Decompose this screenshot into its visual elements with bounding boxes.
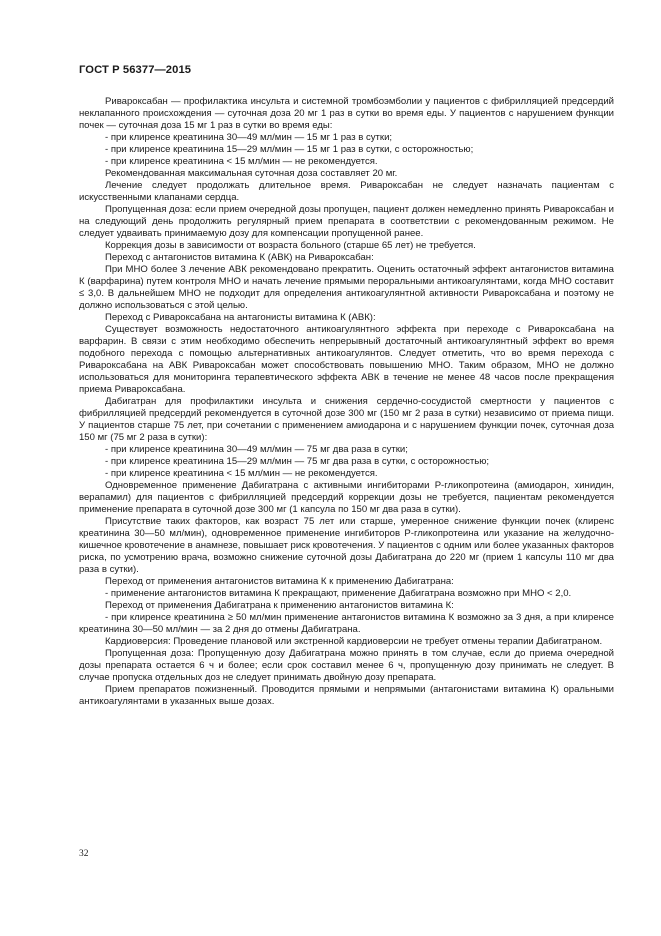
paragraph: Существует возможность недостаточного антикоагулянтного эффекта при переходе с Ривароксабана на варфарин. В связи с этим необходимо обеспечить непрерывный достаточный антикоагулянтный эффект во время подобного перехода с помощью альтернативных антикоагулянтов. Следует отметить, что во время перехода с Ривароксабана на АВК Ривароксабан может способствовать повышению МНО. Таким образом, МНО не должно использоваться для мониторинга терапевтического эффекта АВК в течение не менее 48 часов после прекращения приема Ривароксабана. (79, 324, 614, 395)
paragraph: Кардиоверсия: Проведение плановой или экстренной кардиоверсии не требует отмены терапии Дабигатраном. (105, 636, 603, 647)
list-item: - при клиренсе креатинина 30—49 мл/мин — 15 мг 1 раз в сутки; (105, 132, 393, 143)
paragraph: Переход с антагонистов витамина К (АВК) на Ривароксабан: (105, 252, 374, 263)
list-item: - при клиренсе креатинина 15—29 мл/мин — 75 мг два раза в сутки, с осторожностью; (105, 456, 490, 467)
paragraph: Рекомендованная максимальная суточная доза составляет 20 мг. (105, 168, 398, 179)
paragraph: Коррекция дозы в зависимости от возраста больного (старше 65 лет) не требуется. (105, 240, 476, 251)
list-item: - при клиренсе креатинина < 15 мл/мин — не рекомендуется. (105, 468, 378, 479)
paragraph: Прием препаратов пожизненный. Проводится прямыми и непрямыми (антагонистами витамина К) оральными антикоагулянтами в указанных выше дозах. (79, 684, 614, 707)
document-header: ГОСТ Р 56377—2015 (79, 64, 192, 76)
paragraph: Ривароксабан — профилактика инсульта и системной тромбоэмболии у пациентов с фибрилляцией предсердий неклапанного происхождения — суточная доза 20 мг 1 раз в сутки во время еды. У пациентов с нарушением функции почек — суточная доза 15 мг 1 раз в сутки во время еды: (79, 96, 614, 131)
paragraph: Переход от применения Дабигатрана к применению антагонистов витамина К: (105, 600, 454, 611)
list-item: - при клиренсе креатинина < 15 мл/мин — не рекомендуется. (105, 156, 378, 167)
paragraph: Переход от применения антагонистов витамина К к применению Дабигатрана: (105, 576, 454, 587)
paragraph: Пропущенная доза: Пропущенную дозу Дабигатрана можно принять в том случае, если до приема очередной дозы препарата остается 6 ч и более; если срок составил менее 6 ч, пропущенную дозу принимать не следует. В случае пропуска отдельных доз не следует принимать двойную дозу препарата. (79, 648, 614, 683)
paragraph: Одновременное применение Дабигатрана с активными ингибиторами Р-гликопротеина (амиодарон, хинидин, верапамил) для пациентов с фибрилляцией предсердий коррекции дозы не требуется, пациентам рекомендуется применение препарата в суточной дозе 300 мг (1 капсула по 150 мг два раза в сутки). (79, 480, 614, 515)
paragraph: Дабигатран для профилактики инсульта и снижения сердечно-сосудистой смертности у пациентов с фибрилляцией предсердий рекомендуется в суточной дозе 300 мг (150 мг 2 раза в сутки) независимо от приема пищи. У пациентов старше 75 лет, при сочетании с применением амиодарона и с нарушением функции почек, суточная доза 150 мг (75 мг 2 раза в сутки): (79, 396, 614, 443)
paragraph: Переход с Ривароксабана на антагонисты витамина К (АВК): (105, 312, 376, 323)
paragraph: Пропущенная доза: если прием очередной дозы пропущен, пациент должен немедленно принять Ривароксабан и на следующий день продолжить регулярный прием препарата в соответствии с рекомендованным режимом. Не следует удваивать принимаемую дозу для компенсации пропущенной ранее. (79, 204, 614, 239)
list-item: - при клиренсе креатинина 15—29 мл/мин — 15 мг 1 раз в сутки, с осторожностью; (105, 144, 474, 155)
page-number: 32 (79, 849, 89, 859)
paragraph: При МНО более 3 лечение АВК рекомендовано прекратить. Оценить остаточный эффект антагонистов витамина К (варфарина) путем контроля МНО и начать лечение прямыми пероральными антикоагулянтами, когда МНО составит ≤ 3,0. В дальнейшем МНО не подходит для определения антикоагулянтной активности Ривароксабана и поэтому не должно использоваться с этой целью. (79, 264, 614, 311)
document-body (79, 96, 614, 708)
list-item: - при клиренсе креатинина 30—49 мл/мин — 75 мг два раза в сутки; (105, 444, 408, 455)
paragraph: Присутствие таких факторов, как возраст 75 лет или старше, умеренное снижение функции почек (клиренс креатинина 30—50 мл/мин), одновременное применение ингибиторов Р-гликопротеина или указание на желудочно-кишечное кровотечение в анамнезе, повышает риск кровотечения. У пациентов с одним или более указанных факторов риска, по усмотрению врача, возможно снижение суточной дозы Дабигатрана до 220 мг (прием 1 капсулы 110 мг два раза в сутки). (79, 516, 614, 575)
list-item: - применение антагонистов витамина К прекращают, применение Дабигатрана возможно при МНО < 2,0. (105, 588, 572, 599)
list-item: - при клиренсе креатинина ≥ 50 мл/мин применение антагонистов витамина К возможно за 3 дня, а при клиренсе креатинина 30—50 мл/мин — за 2 дня до отмены Дабигатрана. (79, 612, 614, 635)
paragraph: Лечение следует продолжать длительное время. Ривароксабан не следует назначать пациентам с искусственными клапанами сердца. (79, 180, 614, 203)
